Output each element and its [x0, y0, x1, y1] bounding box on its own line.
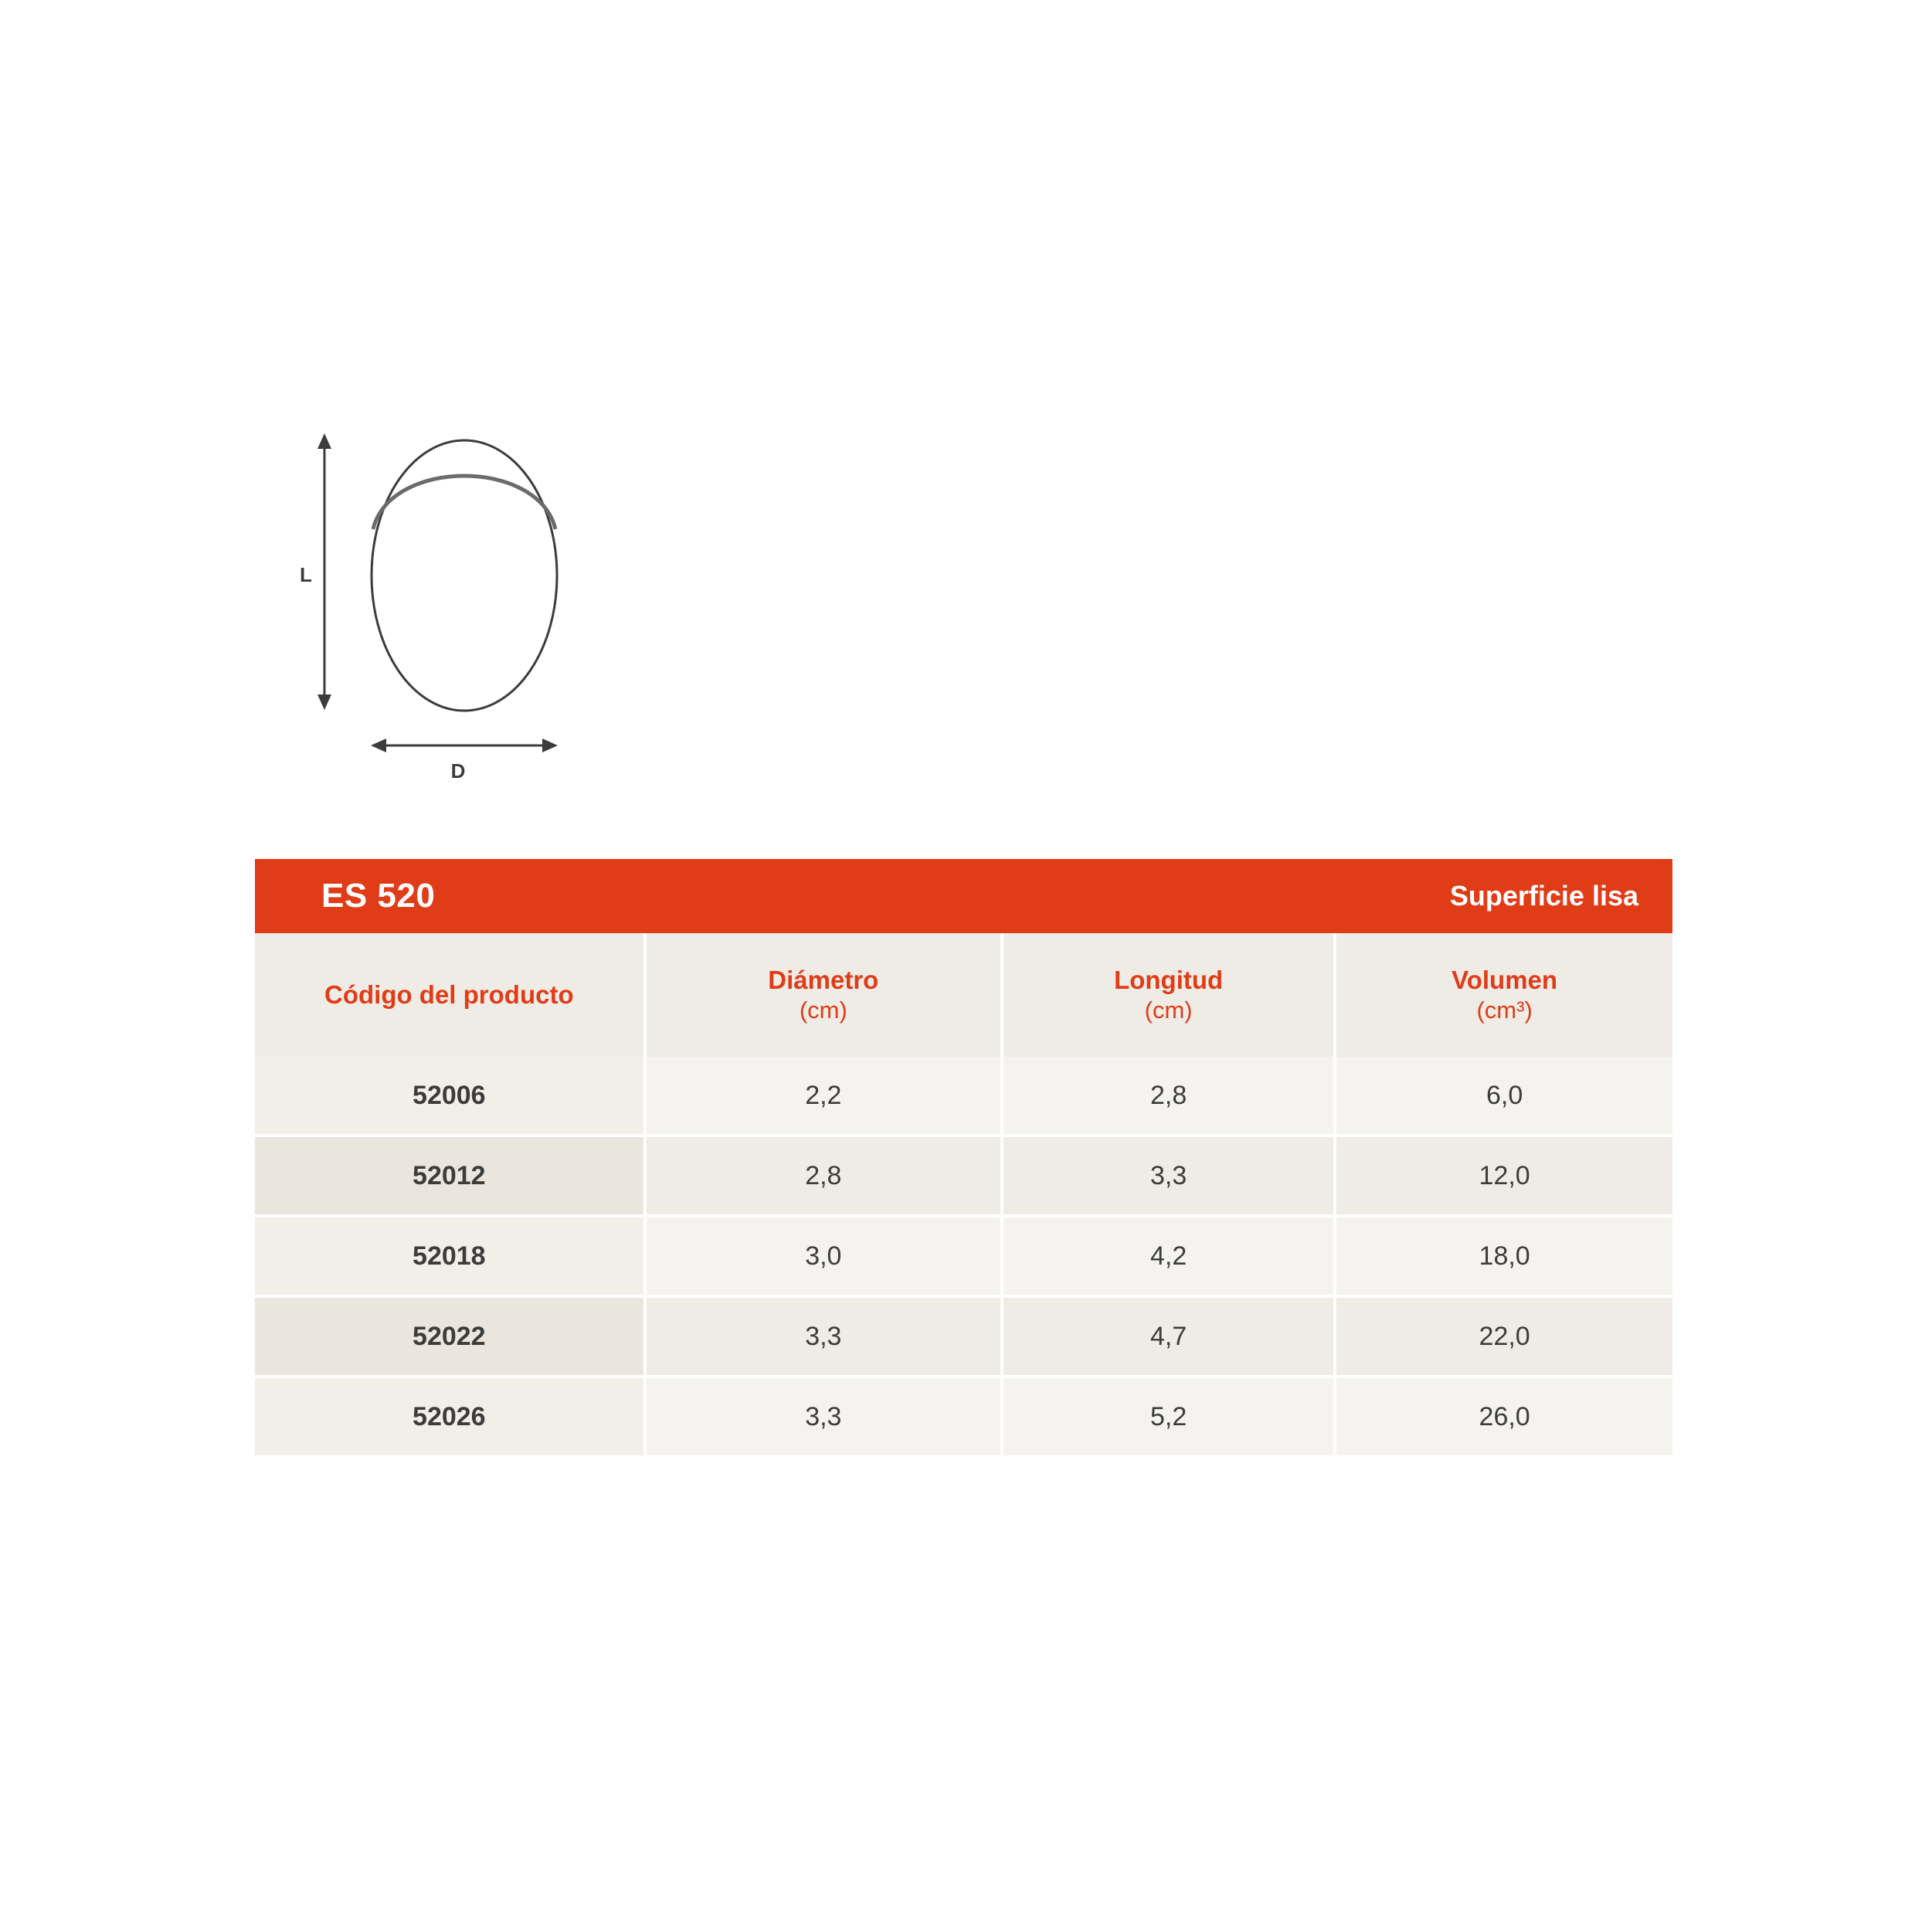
- length-dimension-arrow: [317, 433, 331, 710]
- column-header-product-code-label: Código del producto: [324, 980, 574, 1010]
- column-header-volume: [1335, 933, 1672, 1057]
- cell-diameter: 3,0: [645, 1216, 1002, 1296]
- table-row: [255, 1377, 1672, 1455]
- column-header-diameter-label: Diámetro: [768, 966, 879, 994]
- table-row: [255, 1216, 1672, 1296]
- surface-type: Superficie lisa: [1449, 880, 1638, 912]
- cell-product-code: 52018: [255, 1216, 645, 1296]
- cell-length: 5,2: [1002, 1377, 1335, 1455]
- table-header-row: [255, 933, 1672, 1057]
- column-header-product-code: [255, 933, 645, 1057]
- cell-volume: 26,0: [1335, 1377, 1672, 1455]
- specification-table: [255, 859, 1672, 1455]
- table-title-row: [255, 859, 1672, 933]
- diameter-dimension-arrow: [371, 739, 558, 752]
- column-header-length-unit: (cm): [1144, 997, 1193, 1024]
- length-label: L: [300, 563, 312, 586]
- cell-diameter: 2,8: [645, 1136, 1002, 1216]
- implant-outline: [372, 440, 557, 711]
- cell-diameter: 3,3: [645, 1296, 1002, 1377]
- cell-product-code: 52006: [255, 1057, 645, 1136]
- cell-length: 4,2: [1002, 1216, 1335, 1296]
- column-header-length-label: Longitud: [1114, 966, 1224, 994]
- cell-length: 4,7: [1002, 1296, 1335, 1377]
- table-row: [255, 1136, 1672, 1216]
- column-header-volume-unit: (cm³): [1476, 997, 1533, 1024]
- cell-volume: 12,0: [1335, 1136, 1672, 1216]
- cell-product-code: 52012: [255, 1136, 645, 1216]
- cell-product-code: 52022: [255, 1296, 645, 1377]
- cell-volume: 18,0: [1335, 1216, 1672, 1296]
- table-row: [255, 1296, 1672, 1377]
- cell-length: 2,8: [1002, 1057, 1335, 1136]
- table-row: [255, 1057, 1672, 1136]
- cell-diameter: 3,3: [645, 1377, 1002, 1455]
- diameter-label: D: [450, 759, 466, 783]
- model-title: ES 520: [321, 877, 436, 915]
- cell-volume: 22,0: [1335, 1296, 1672, 1377]
- cell-length: 3,3: [1002, 1136, 1335, 1216]
- cell-volume: 6,0: [1335, 1057, 1672, 1136]
- product-diagram: [294, 429, 726, 792]
- column-header-length: [1002, 933, 1335, 1057]
- column-header-diameter: [645, 933, 1002, 1057]
- column-header-diameter-unit: (cm): [799, 997, 847, 1024]
- cell-diameter: 2,2: [645, 1057, 1002, 1136]
- column-header-volume-label: Volumen: [1452, 966, 1558, 994]
- cell-product-code: 52026: [255, 1377, 645, 1455]
